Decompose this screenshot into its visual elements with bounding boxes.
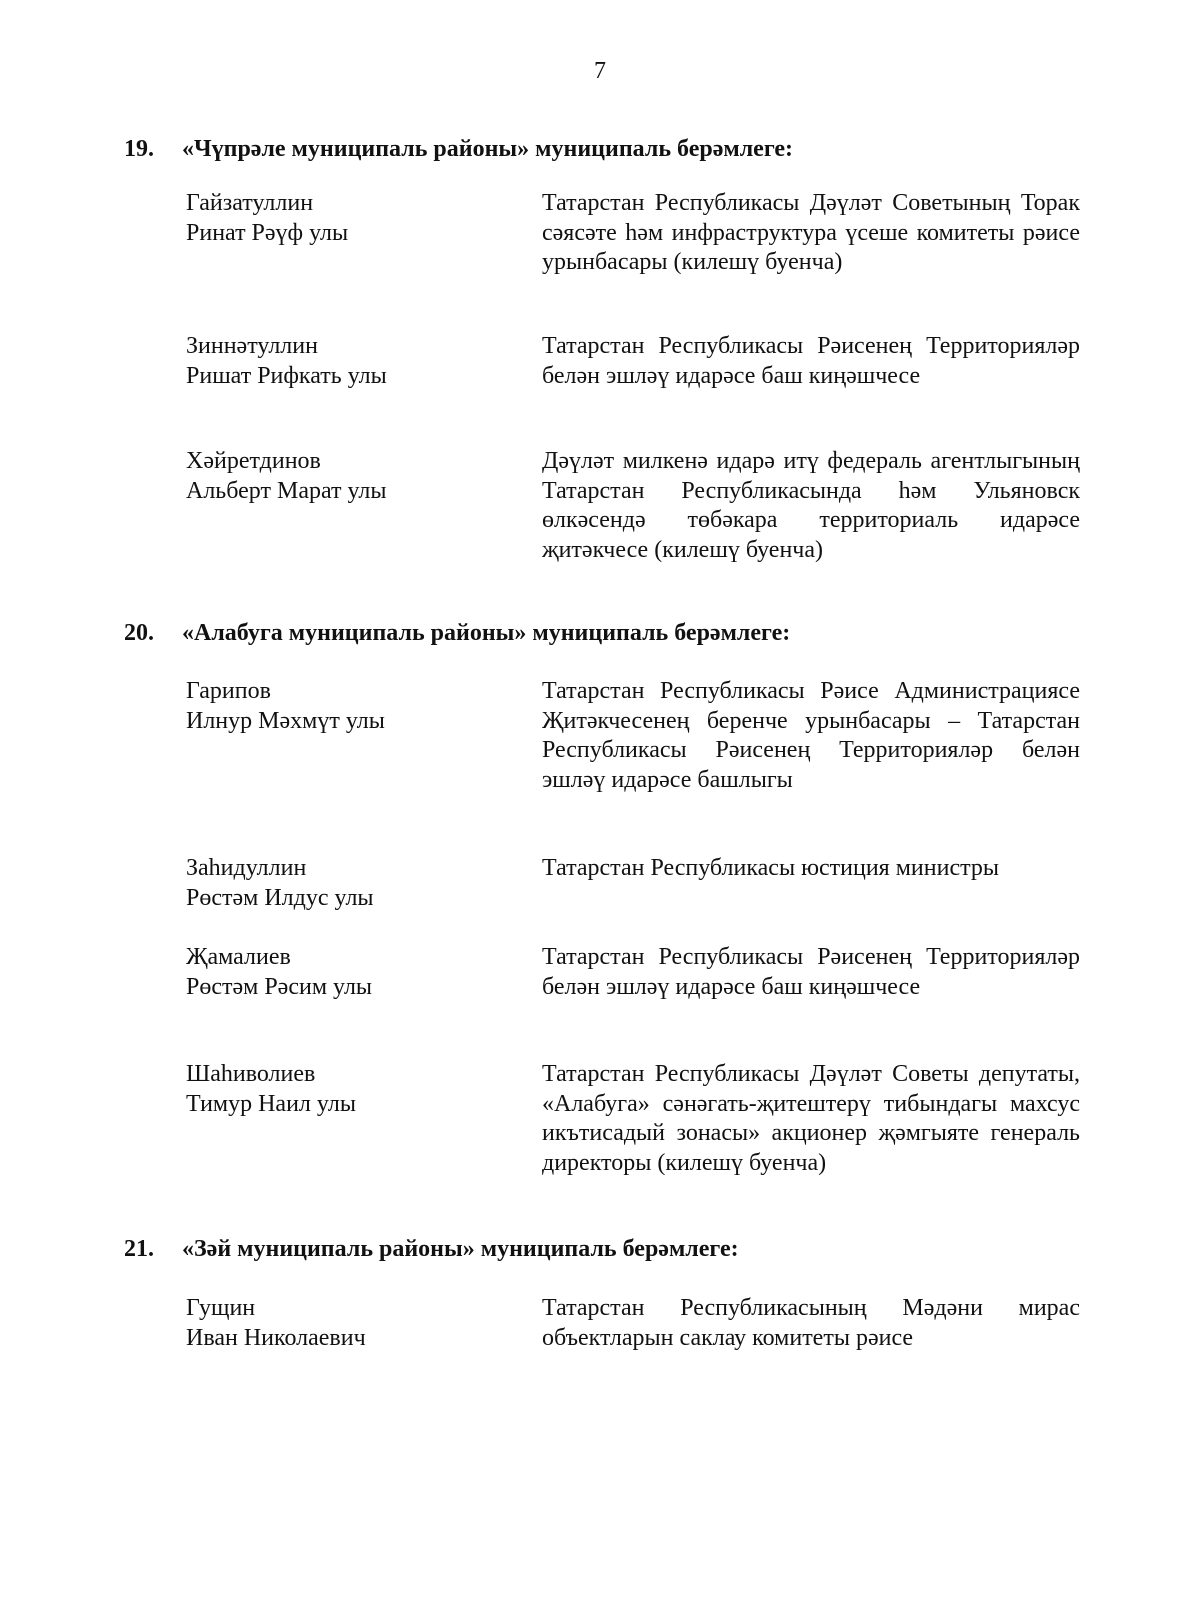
member-surname: Шаһиволиев [186,1061,316,1087]
member-name [186,447,506,506]
member-name [186,854,506,913]
section-number: 21. [124,1236,154,1262]
member-given-name: Альберт Марат улы [186,477,387,504]
member-given-name: Илнур Мәхмүт улы [186,707,385,734]
member-position: Татарстан Республикасы Дәүләт Советының Торак сәясәте һәм инфраструктура үсеше комитеты рәисе урынбасары (килешү буенча) [542,190,1080,275]
member-name [186,677,506,736]
member-surname: Зиннәтуллин [186,333,318,359]
member-surname: Гарипов [186,678,271,704]
member-given-name: Рөстәм Рәсим улы [186,973,373,1000]
member-given-name: Ришат Рифкать улы [186,362,387,389]
member-position: Дәүләт милкенә идарә итү федераль агентлыгының Татарстан Республикасында һәм Ульяновск өлкәсендә төбәкара территориаль идарәсе җитәкчесе (килешү буенча) [542,448,1080,563]
member-given-name: Тимур Наил улы [186,1090,356,1117]
section-title: «Зәй муниципаль районы» муниципаль берәмлеге: [182,1236,739,1262]
section-header-20 [124,620,1084,647]
member-name [186,1294,506,1353]
member-given-name: Ринат Рәүф улы [186,219,349,246]
member-surname: Гайзатуллин [186,190,314,216]
member-position: Татарстан Республикасы Дәүләт Советы депутаты, «Алабуга» сәнәгать-җитештерү тибындагы махсус икътисадый зонасы» акционер җәмгыяте генераль директоры (килешү буенча) [542,1061,1080,1176]
member-given-name: Иван Николаевич [186,1324,366,1351]
section-header-21 [124,1236,1084,1263]
member-position: Татарстан Республикасының Мәдәни мирас объектларын саклау комитеты рәисе [542,1295,1080,1351]
member-surname: Хәйретдинов [186,448,321,474]
page-number: 7 [594,58,606,84]
section-number: 19. [124,136,154,162]
member-position: Татарстан Республикасы Рәисе Администрациясе Җитәкчесенең беренче урынбасары – Татарстан Республикасы Рәисенең Территорияләр белән эшләү идарәсе башлыгы [542,678,1080,793]
member-surname: Гущин [186,1295,256,1321]
member-surname: Заһидуллин [186,855,307,881]
member-name [186,1060,506,1119]
member-position: Татарстан Республикасы юстиция министры [542,855,999,881]
member-position: Татарстан Республикасы Рәисенең Территорияләр белән эшләү идарәсе баш киңәшчесе [542,333,1080,389]
member-name [186,189,506,248]
section-title: «Алабуга муниципаль районы» муниципаль берәмлеге: [182,620,791,646]
member-given-name: Рөстәм Илдус улы [186,884,374,911]
section-title: «Чүпрәле муниципаль районы» муниципаль берәмлеге: [182,136,794,162]
section-number: 20. [124,620,154,646]
member-position: Татарстан Республикасы Рәисенең Территорияләр белән эшләү идарәсе баш киңәшчесе [542,944,1080,1000]
member-name [186,943,506,1002]
member-name [186,332,506,391]
member-surname: Җамалиев [186,944,291,970]
section-header-19 [124,136,1084,163]
